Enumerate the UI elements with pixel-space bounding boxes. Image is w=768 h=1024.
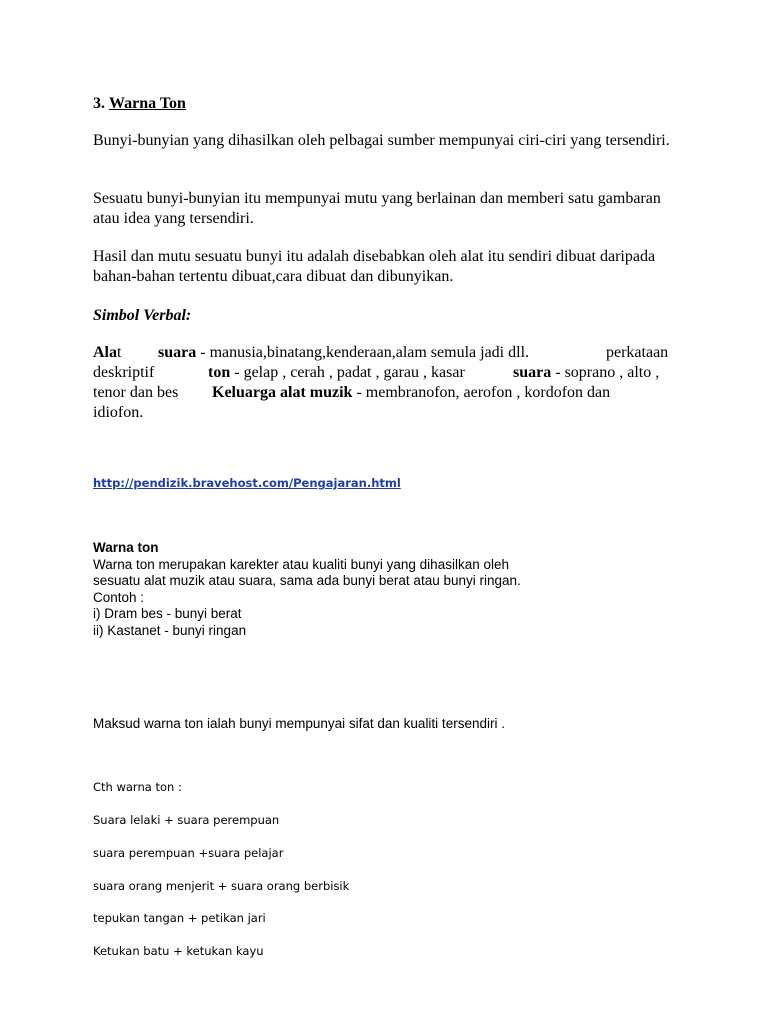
contoh-heading: Cth warna ton :: [93, 780, 182, 794]
section-number: 3.: [93, 95, 105, 112]
warna-ton-heading: Warna ton: [93, 540, 159, 555]
contoh-item-1: Suara lelaki + suara perempuan: [93, 813, 280, 827]
paragraph-2: Sesuatu bunyi-bunyian itu mempunyai mutu yang berlainan dan memberi satu gambaran atau idea yang tersendiri.: [93, 190, 661, 227]
perkataan-word: perkataan: [606, 344, 669, 361]
section-title: Warna Ton: [109, 95, 186, 112]
contoh-item-4: tepukan tangan + petikan jari: [93, 911, 266, 925]
source-link-wrap: [93, 476, 683, 490]
suara2-text: - soprano , alto ,: [551, 364, 660, 381]
simbol-line-1-suara: [158, 343, 529, 363]
paragraph-1: Bunyi-bunyian yang dihasilkan oleh pelbagai sumber mempunyai ciri-ciri yang tersendiri.: [93, 132, 670, 149]
simbol-heading: [93, 306, 683, 326]
contoh-item-3: suara orang menjerit + suara orang berbisik: [93, 879, 350, 893]
source-link[interactable]: http://pendizik.bravehost.com/Pengajaran.html: [93, 476, 401, 490]
simbol-line-2-suara: [513, 363, 659, 383]
paragraph-3: Hasil dan mutu sesuatu bunyi itu adalah disebabkan oleh alat itu sendiri dibuat daripada bahan-bahan tertentu dibuat,cara dibuat dan dibunyikan.: [93, 248, 656, 285]
warna-ton-line-2: sesuatu alat muzik atau suara, sama ada bunyi berat atau bunyi ringan.: [93, 573, 521, 588]
simbol-line-2-ton: [208, 363, 465, 383]
contoh-item-2: suara perempuan +suara pelajar: [93, 846, 284, 860]
keluarga-text: - membranofon, aerofon , kordofon dan: [352, 384, 611, 401]
simbol-line-3-keluarga: [212, 383, 610, 403]
warna-ton-line-4: i) Dram bes - bunyi berat: [93, 606, 242, 621]
ton-label: ton: [208, 364, 231, 381]
warna-ton-line-1: Warna ton merupakan karekter atau kualiti bunyi yang dihasilkan oleh: [93, 556, 509, 572]
ton-text: - gelap , cerah , padat , garau , kasar: [230, 364, 465, 381]
idiofon-text: idiofon.: [93, 404, 144, 421]
keluarga-label: Keluarga alat muzik: [212, 384, 353, 401]
deskriptif-word: deskriptif: [93, 364, 155, 381]
section-heading: [93, 94, 683, 114]
alat-bold: Ala: [93, 344, 117, 361]
suara2-label: suara: [513, 364, 552, 381]
warna-ton-line-5: ii) Kastanet - bunyi ringan: [93, 622, 247, 638]
maksud-text: Maksud warna ton ialah bunyi mempunyai sifat dan kualiti tersendiri .: [93, 716, 505, 731]
simbol-heading-text: Simbol Verbal:: [93, 307, 192, 324]
contoh-item-5: Ketukan batu + ketukan kayu: [93, 944, 264, 958]
warna-ton-line-3: Contoh :: [93, 589, 145, 605]
suara-label: suara: [158, 344, 197, 361]
alat-rest: t: [117, 344, 122, 361]
warna-ton-block: [93, 540, 683, 639]
tenor-text: tenor dan bes: [93, 384, 179, 401]
simbol-line-1: [93, 343, 121, 363]
suara-text: - manusia,binatang,kenderaan,alam semula jadi dll.: [196, 344, 530, 361]
